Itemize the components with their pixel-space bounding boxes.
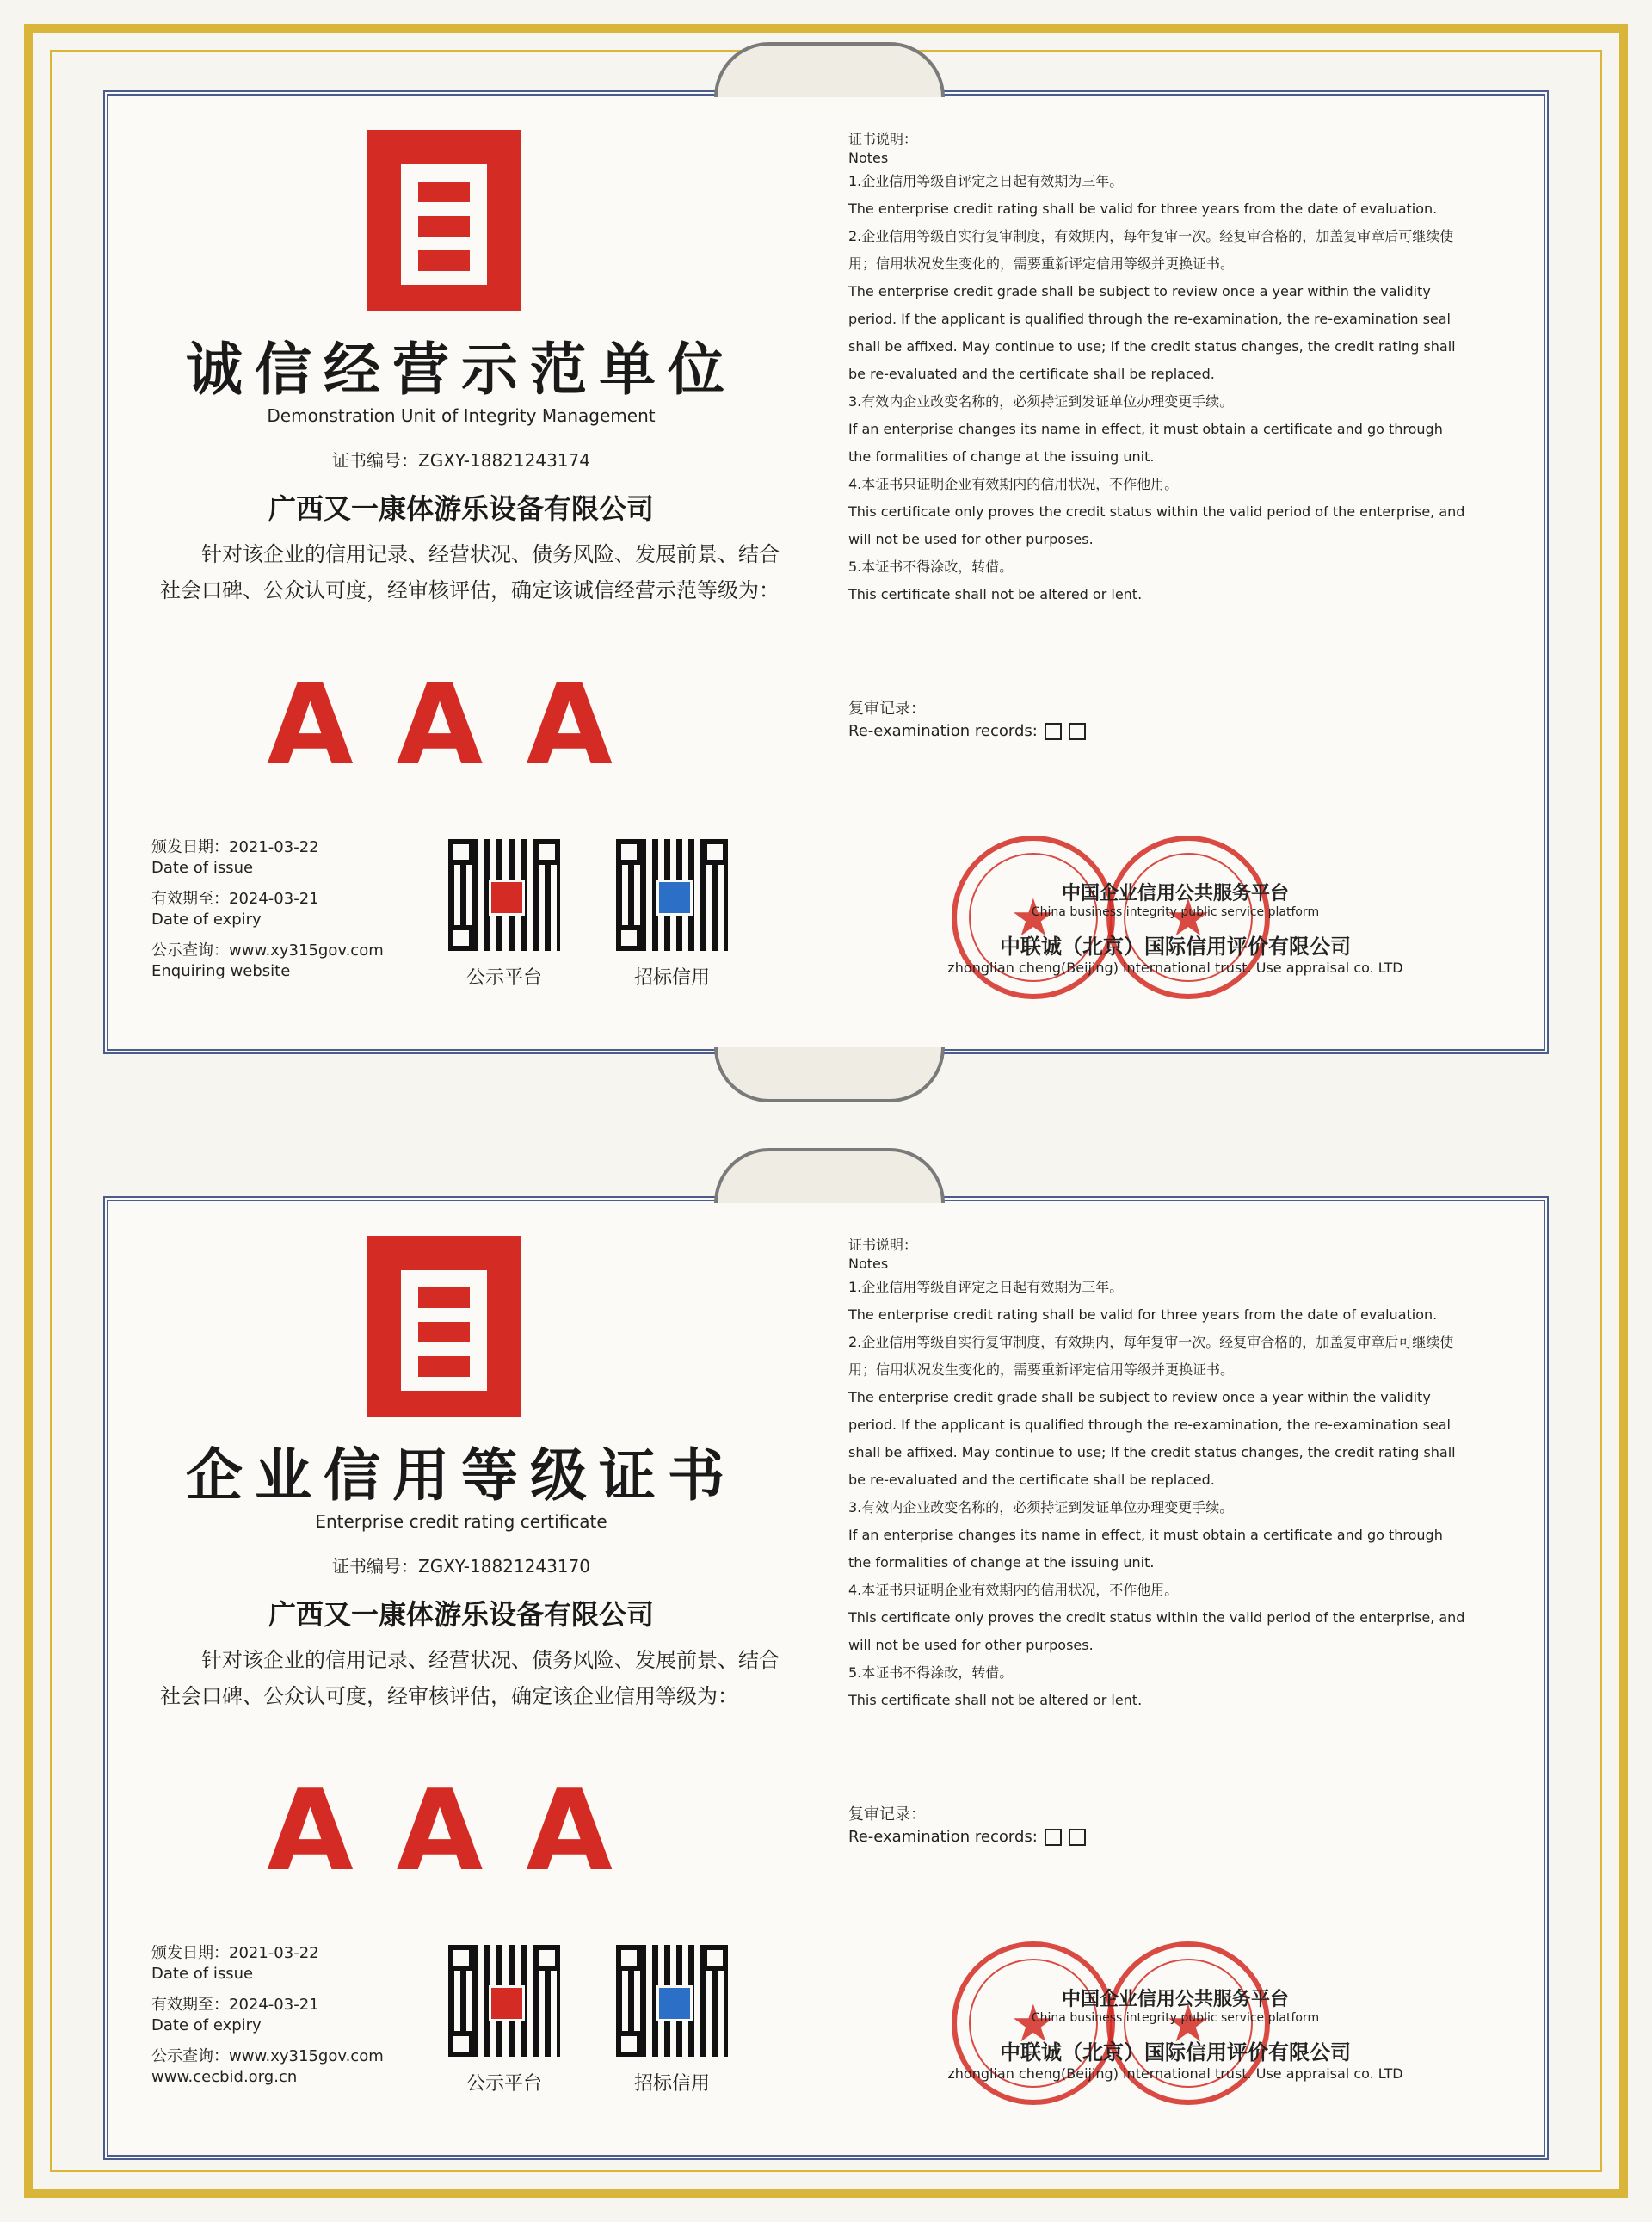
query-website: 公示查询：www.xy315gov.com	[151, 2047, 384, 2065]
dates-block	[151, 1943, 410, 2098]
certificate-front	[108, 96, 831, 1049]
qr-label: 招标信用	[633, 2073, 710, 2095]
ornament-top	[714, 42, 945, 97]
certificate-integrity	[103, 90, 1549, 1054]
checkbox	[1069, 1829, 1086, 1846]
dates-block	[151, 837, 410, 992]
note-item: The enterprise credit rating shall be valid for three years from the date of evaluation.	[848, 1306, 1438, 1323]
issuer-platform: 中国企业信用公共服务平台	[1061, 1989, 1289, 2010]
certificate-title: 诚信经营示范单位	[186, 336, 737, 403]
issuer-platform-en: China business integrity public service platform	[1031, 2011, 1320, 2025]
note-item: 4.本证书只证明企业有效期内的信用状况，不作他用。	[848, 476, 1179, 492]
issue-date: 颁发日期：2021-03-22	[151, 1944, 319, 1962]
note-item: 5.本证书不得涂改，转借。	[848, 1664, 1014, 1681]
note-item: The enterprise credit grade shall be subject to review once a year within the validity period. If the applicant is qualified through the re-examination, the re-examination seal shall be affixed. May continue to use; If the credit status changes, the credit rating shall be re-evaluated and the certificate shall be replaced.	[848, 283, 1456, 382]
note-item: If an enterprise changes its name in effect, it must obtain a certificate and go through the formalities of change at the issuing unit.	[848, 421, 1443, 465]
qr-bidding-credit[interactable]	[612, 836, 732, 990]
note-item: 4.本证书只证明企业有效期内的信用状况，不作他用。	[848, 1582, 1179, 1598]
note-item: The enterprise credit rating shall be valid for three years from the date of evaluation.	[848, 201, 1438, 217]
certificate-number: 证书编号：ZGXY-18821243170	[332, 1556, 590, 1577]
checkbox	[1069, 723, 1086, 740]
description: 针对该企业的信用记录、经营状况、债务风险、发展前景、结合社会口碑、公众认可度，经审核评估，确定该诚信经营示范等级为：	[160, 542, 780, 602]
qr-public-platform[interactable]	[444, 1941, 564, 2095]
certificate-title: 企业信用等级证书	[186, 1442, 737, 1509]
notes-block	[848, 1236, 1468, 1714]
query-website-en: www.cecbid.org.cn	[151, 2068, 298, 2086]
issuer-platform-en: China business integrity public service platform	[1031, 905, 1320, 919]
qr-label: 公示平台	[465, 2073, 542, 2095]
credit-logo-icon	[358, 1236, 530, 1417]
certificate-front	[108, 1201, 831, 2155]
notes-head: 证书说明：	[848, 131, 918, 147]
credit-grade: AAA	[267, 659, 656, 790]
note-item: 1.企业信用等级自评定之日起有效期为三年。	[848, 173, 1124, 189]
qr-label: 公示平台	[465, 967, 542, 989]
issuer-block	[934, 879, 1416, 976]
note-item: 3.有效内企业改变名称的，必须持证到发证单位办理变更手续。	[848, 1499, 1234, 1515]
reexam-records	[848, 1804, 1086, 1849]
expiry-date: 有效期至：2024-03-21	[151, 890, 319, 908]
issuer-company-en: zhonglian cheng(Beijing) international trust. Use appraisal co. LTD	[947, 960, 1403, 976]
certificate-notes	[848, 96, 1537, 1049]
expiry-date-en: Date of expiry	[151, 2016, 262, 2034]
issuer-company: 中联诚（北京）国际信用评价有限公司	[1000, 2040, 1351, 2065]
expiry-date-en: Date of expiry	[151, 910, 262, 929]
expiry-date: 有效期至：2024-03-21	[151, 1996, 319, 2014]
note-item: This certificate only proves the credit status within the valid period of the enterprise, and will not be used for other purposes.	[848, 1609, 1465, 1653]
checkbox	[1045, 723, 1062, 740]
note-item: The enterprise credit grade shall be subject to review once a year within the validity period. If the applicant is qualified through the re-examination, the re-examination seal shall be affixed. May continue to use; If the credit status changes, the credit rating shall be re-evaluated and the certificate shall be replaced.	[848, 1389, 1456, 1488]
note-item: This certificate shall not be altered or lent.	[848, 1692, 1143, 1708]
reexam-records	[848, 698, 1086, 743]
note-item: This certificate shall not be altered or lent.	[848, 586, 1143, 602]
issue-date: 颁发日期：2021-03-22	[151, 838, 319, 856]
query-website: 公示查询：www.xy315gov.com	[151, 941, 384, 960]
note-item: 2.企业信用等级自实行复审制度，有效期内，每年复审一次。经复审合格的，加盖复审章后可继续使用；信用状况发生变化的，需要重新评定信用等级并更换证书。	[848, 1334, 1454, 1378]
qr-public-platform[interactable]	[444, 836, 564, 990]
note-item: If an enterprise changes its name in effect, it must obtain a certificate and go through the formalities of change at the issuing unit.	[848, 1527, 1443, 1571]
issuer-company: 中联诚（北京）国际信用评价有限公司	[1000, 935, 1351, 959]
qr-code-icon	[613, 836, 731, 954]
checkbox	[1045, 1829, 1062, 1846]
qr-code-icon	[613, 1941, 731, 2060]
reexam-label-en: Re-examination records:	[848, 722, 1038, 740]
reexam-label: 复审记录：	[848, 700, 926, 718]
note-item: 3.有效内企业改变名称的，必须持证到发证单位办理变更手续。	[848, 393, 1234, 410]
red-seal-icon: ★	[1106, 1941, 1270, 2105]
certificate-notes	[848, 1201, 1537, 2155]
qr-code-icon	[445, 1941, 564, 2060]
issue-date-en: Date of issue	[151, 859, 254, 877]
note-item: This certificate only proves the credit status within the valid period of the enterprise, and will not be used for other purposes.	[848, 503, 1465, 547]
certificate-number: 证书编号：ZGXY-18821243174	[332, 450, 590, 471]
notes-block	[848, 130, 1468, 608]
notes-head-en: Notes	[848, 150, 889, 166]
issuer-platform: 中国企业信用公共服务平台	[1061, 883, 1289, 904]
notes-head-en: Notes	[848, 1256, 889, 1272]
company-name: 广西又一康体游乐设备有限公司	[268, 1598, 654, 1631]
qr-bidding-credit[interactable]	[612, 1941, 732, 2095]
red-seal-icon: ★	[952, 836, 1115, 999]
query-website-en: Enquiring website	[151, 962, 291, 980]
issuer-block	[934, 1984, 1416, 2082]
certificate-credit-rating	[103, 1196, 1549, 2160]
qr-label: 招标信用	[633, 967, 710, 989]
issuer-company-en: zhonglian cheng(Beijing) international trust. Use appraisal co. LTD	[947, 2065, 1403, 2082]
note-item: 5.本证书不得涂改，转借。	[848, 559, 1014, 575]
red-seal-icon: ★	[1106, 836, 1270, 999]
company-name: 广西又一康体游乐设备有限公司	[268, 492, 654, 525]
reexam-label: 复审记录：	[848, 1805, 926, 1824]
ornament-top	[714, 1148, 945, 1203]
issue-date-en: Date of issue	[151, 1965, 254, 1983]
ornament-bottom	[714, 1047, 945, 1102]
description: 针对该企业的信用记录、经营状况、债务风险、发展前景、结合社会口碑、公众认可度，经审核评估，确定该企业信用等级为：	[160, 1648, 780, 1708]
certificate-title-en: Demonstration Unit of Integrity Management	[267, 405, 656, 426]
notes-head: 证书说明：	[848, 1237, 918, 1253]
qr-code-icon	[445, 836, 564, 954]
credit-grade: AAA	[267, 1765, 656, 1896]
note-item: 1.企业信用等级自评定之日起有效期为三年。	[848, 1279, 1124, 1295]
credit-logo-icon	[358, 130, 530, 311]
red-seal-icon: ★	[952, 1941, 1115, 2105]
reexam-label-en: Re-examination records:	[848, 1828, 1038, 1846]
note-item: 2.企业信用等级自实行复审制度，有效期内，每年复审一次。经复审合格的，加盖复审章后可继续使用；信用状况发生变化的，需要重新评定信用等级并更换证书。	[848, 228, 1454, 272]
certificate-title-en: Enterprise credit rating certificate	[315, 1511, 607, 1532]
